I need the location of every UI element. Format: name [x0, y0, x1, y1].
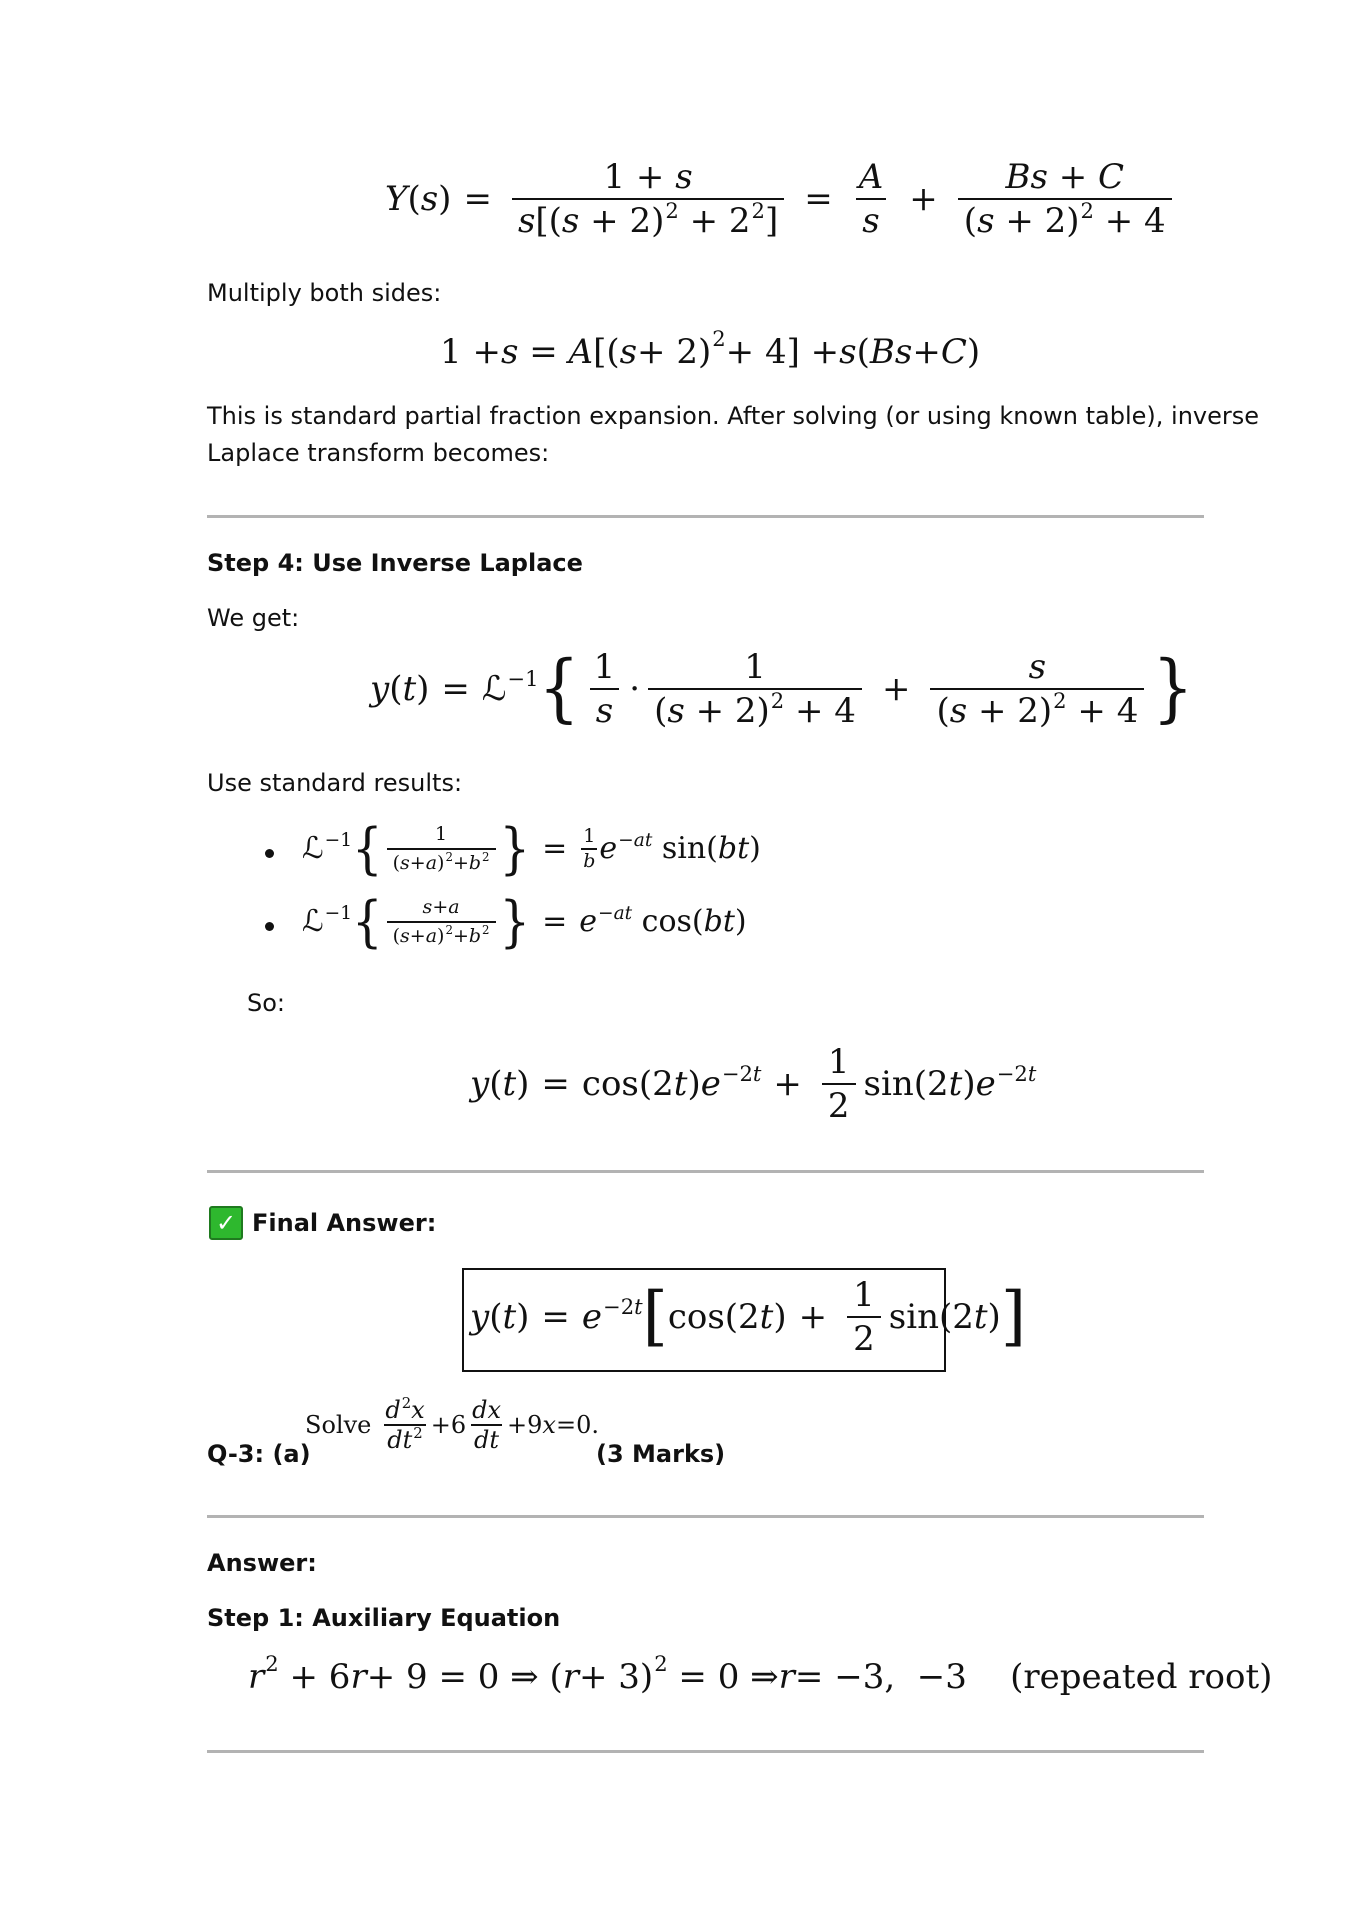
horizontal-divider: [207, 1515, 1204, 1518]
heading-final-answer: Final Answer:: [252, 1209, 437, 1237]
text-so: So:: [247, 989, 286, 1017]
equation-ys-partial-fraction: Y(s) = $\frac{1 + s}{s[(s + 2)^2 + 2^2]}$ = $\frac{A}{s}$ + $\frac{Bs + C}{(s + 2)^2 + 4}$: [385, 160, 1180, 238]
equation-standard-result-sin: ℒ$^{-1}$ { $\frac{1}{(s+a)^2+b^2}$ } = $\frac{1}{b}$ $e^{-at}$ sin(bt): [302, 816, 761, 881]
equation-final-answer: y(t) = $e^{-2t}$ [ cos(2t) + $\frac{1}{2}$ sin(2t) ]: [470, 1275, 1027, 1359]
equation-y-t-solution: y(t) = $\cos(2t)e^{-2t}$ + $\frac{1}{2}$ $\sin(2t)e^{-2t}$: [470, 1042, 1037, 1126]
heading-step-4: Step 4: Use Inverse Laplace: [207, 549, 583, 577]
horizontal-divider: [207, 515, 1204, 518]
horizontal-divider: [207, 1750, 1204, 1753]
text-use-standard-results: Use standard results:: [207, 769, 463, 797]
question-label: Q-3: (a): [207, 1440, 311, 1468]
bullet-point: [265, 849, 274, 858]
check-mark-icon: ✓: [209, 1206, 243, 1240]
text-expansion-line-1: This is standard partial fraction expansion. After solving (or using known table), inverse: [207, 402, 1260, 430]
equation-multiplied: 1 + s = A [( s + 2) 2 + 4] + s ( Bs + C ): [440, 325, 981, 372]
horizontal-divider: [207, 1170, 1204, 1173]
equation-inverse-laplace: y(t) = ℒ$^{-1}$ { $\frac{1}{s}$ · $\frac{1}{(s + 2)^2 + 4}$ + $\frac{s}{(s + 2)^2 + 4}$ }: [370, 645, 1194, 732]
equation-standard-result-cos: ℒ$^{-1}$ { $\frac{s+a}{(s+a)^2+b^2}$ } = $e^{-at}$ cos(bt): [302, 889, 747, 954]
text-expansion-line-2: Laplace transform becomes:: [207, 439, 550, 467]
heading-answer: Answer:: [207, 1549, 317, 1577]
question-marks: (3 Marks): [596, 1440, 726, 1468]
text-multiply-both-sides: Multiply both sides:: [207, 279, 442, 307]
heading-step-1: Step 1: Auxiliary Equation: [207, 1604, 561, 1632]
bullet-point: [265, 922, 274, 931]
question-ode: Solve $\frac{d^2x}{dt^2}$ +6 $\frac{dx}{dt}$ +9x=0.: [305, 1394, 599, 1454]
solve-label: Solve: [305, 1411, 372, 1439]
equation-auxiliary: r 2 + 6 r + 9 = 0 ⇒ ( r + 3) 2 = 0 ⇒ r = −3, −3 (repeated root): [248, 1650, 1273, 1697]
text-we-get: We get:: [207, 604, 300, 632]
